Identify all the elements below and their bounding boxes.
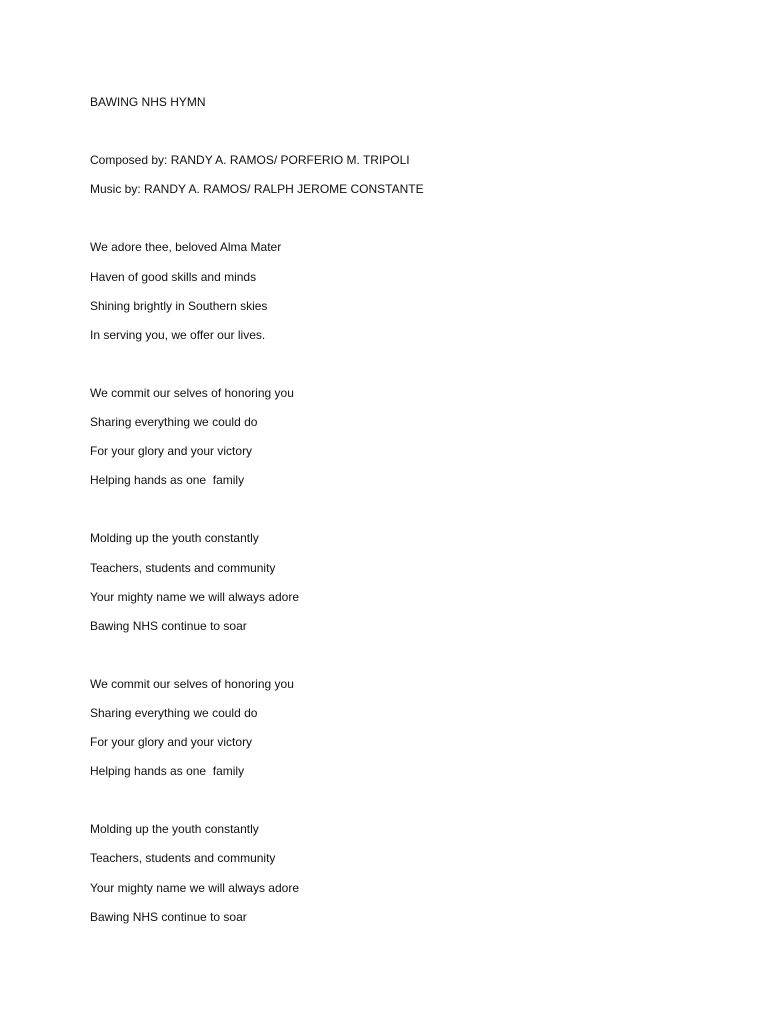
lyric-line: Shining brightly in Southern skies bbox=[90, 298, 268, 313]
lyric-line: In serving you, we offer our lives. bbox=[90, 327, 266, 342]
spacer bbox=[90, 501, 730, 530]
lyric-line: We adore thee, beloved Alma Mater bbox=[90, 240, 282, 255]
spacer bbox=[90, 210, 730, 239]
composed-by-line: Composed by: RANDY A. RAMOS/ PORFERIO M. TRIPOLI bbox=[90, 153, 410, 168]
lyric-line: Haven of good skills and minds bbox=[90, 269, 257, 284]
lyric-line: Your mighty name we will always adore bbox=[90, 589, 299, 604]
stanza-5 bbox=[90, 821, 730, 937]
lyric-line: For your glory and your victory bbox=[90, 444, 253, 459]
lyric-line: Teachers, students and community bbox=[90, 560, 276, 575]
lyric-line: We commit our selves of honoring you bbox=[90, 385, 294, 400]
spacer bbox=[90, 123, 730, 152]
stanza-3 bbox=[90, 530, 730, 646]
lyric-line: Bawing NHS continue to soar bbox=[90, 618, 247, 633]
document-title: BAWING NHS HYMN bbox=[90, 95, 206, 109]
lyric-line: Sharing everything we could do bbox=[90, 415, 258, 430]
lyric-line: Sharing everything we could do bbox=[90, 705, 258, 720]
lyric-line: Bawing NHS continue to soar bbox=[90, 909, 247, 924]
stanza-4 bbox=[90, 676, 730, 792]
lyric-line: Molding up the youth constantly bbox=[90, 531, 259, 546]
stanza-2 bbox=[90, 385, 730, 501]
lyric-line: For your glory and your victory bbox=[90, 735, 253, 750]
spacer bbox=[90, 356, 730, 385]
spacer bbox=[90, 647, 730, 676]
lyric-line: Helping hands as one family bbox=[90, 764, 245, 779]
spacer bbox=[90, 792, 730, 821]
lyric-line: Your mighty name we will always adore bbox=[90, 880, 299, 895]
lyric-line: Molding up the youth constantly bbox=[90, 822, 259, 837]
document-page bbox=[90, 94, 730, 938]
music-by-line: Music by: RANDY A. RAMOS/ RALPH JEROME CONSTANTE bbox=[90, 182, 424, 197]
stanza-1 bbox=[90, 239, 730, 355]
lyric-line: Teachers, students and community bbox=[90, 851, 276, 866]
lyric-line: Helping hands as one family bbox=[90, 473, 245, 488]
lyric-line: We commit our selves of honoring you bbox=[90, 676, 294, 691]
